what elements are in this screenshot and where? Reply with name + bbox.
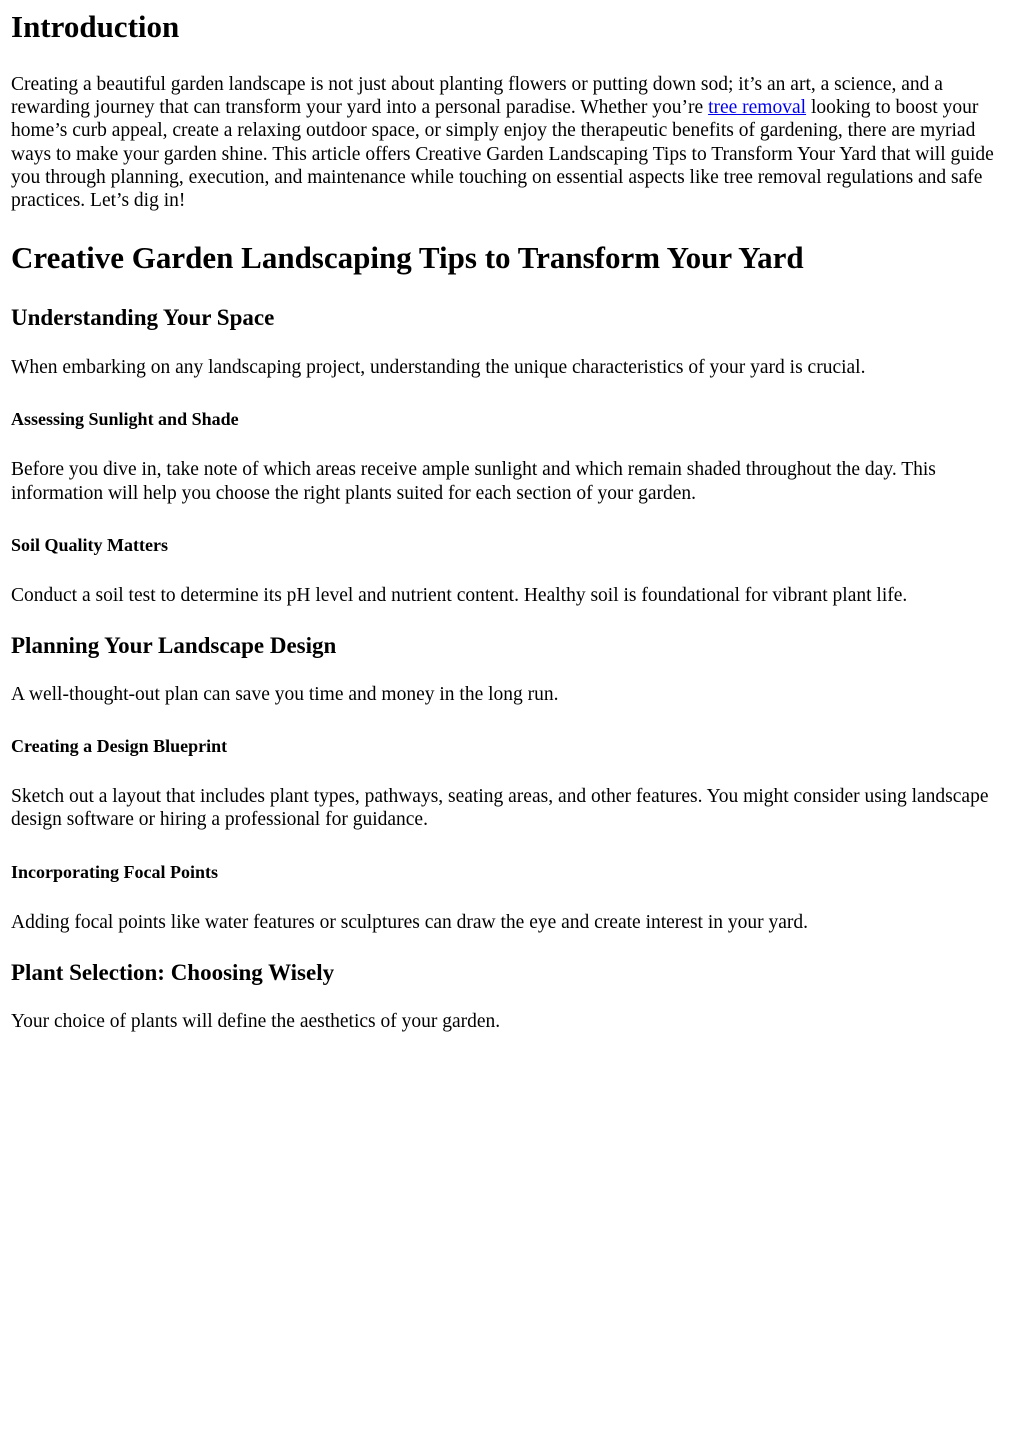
sunlight-heading: Assessing Sunlight and Shade	[11, 409, 239, 430]
page-title: Creative Garden Landscaping Tips to Transform Your Yard	[11, 240, 804, 276]
plant-selection-paragraph: Your choice of plants will define the aesthetics of your garden.	[11, 1010, 501, 1032]
soil-paragraph: Conduct a soil test to determine its pH level and nutrient content. Healthy soil is foundational for vibrant plant life.	[11, 584, 908, 606]
intro-text-after-link: looking to boost your home’s curb appeal, create a relaxing outdoor space, or simply enjoy the therapeutic benefits of gardening, there are myriad ways to make your garden shine. This article offers Creative Garden Landscaping Tips to Transform Your Yard that will guide you through planning, execution, and maintenance while touching on essential aspects like tree removal regulations and safe practices. Let’s dig in!	[11, 97, 994, 212]
intro-text-before-link: Creating a beautiful garden landscape is not just about planting flowers or putting down sod; it’s an art, a science, and a rewarding journey that can transform your yard into a personal paradise. Whether you’re	[11, 74, 943, 119]
soil-heading: Soil Quality Matters	[11, 534, 168, 555]
planning-heading: Planning Your Landscape Design	[11, 633, 337, 659]
planning-paragraph: A well-thought-out plan can save you time and money in the long run.	[11, 684, 559, 706]
focal-points-paragraph: Adding focal points like water features or sculptures can draw the eye and create interest in your yard.	[11, 911, 809, 933]
focal-points-heading: Incorporating Focal Points	[11, 861, 218, 882]
tree-removal-link[interactable]: tree removal	[708, 97, 807, 119]
blueprint-heading: Creating a Design Blueprint	[11, 736, 228, 757]
sunlight-paragraph: Before you dive in, take note of which areas receive ample sunlight and which remain shaded throughout the day. This information will help you choose the right plants suited for each section of your garden.	[11, 459, 936, 504]
intro-heading: Introduction	[11, 9, 180, 44]
blueprint-paragraph: Sketch out a layout that includes plant types, pathways, seating areas, and other features. You might consider using landscape design software or hiring a professional for guidance.	[11, 786, 989, 831]
understanding-heading: Understanding Your Space	[11, 305, 275, 331]
plant-selection-heading: Plant Selection: Choosing Wisely	[11, 959, 335, 985]
understanding-paragraph: When embarking on any landscaping project, understanding the unique characteristics of your yard is crucial.	[11, 357, 866, 379]
intro-paragraph	[11, 73, 1014, 212]
